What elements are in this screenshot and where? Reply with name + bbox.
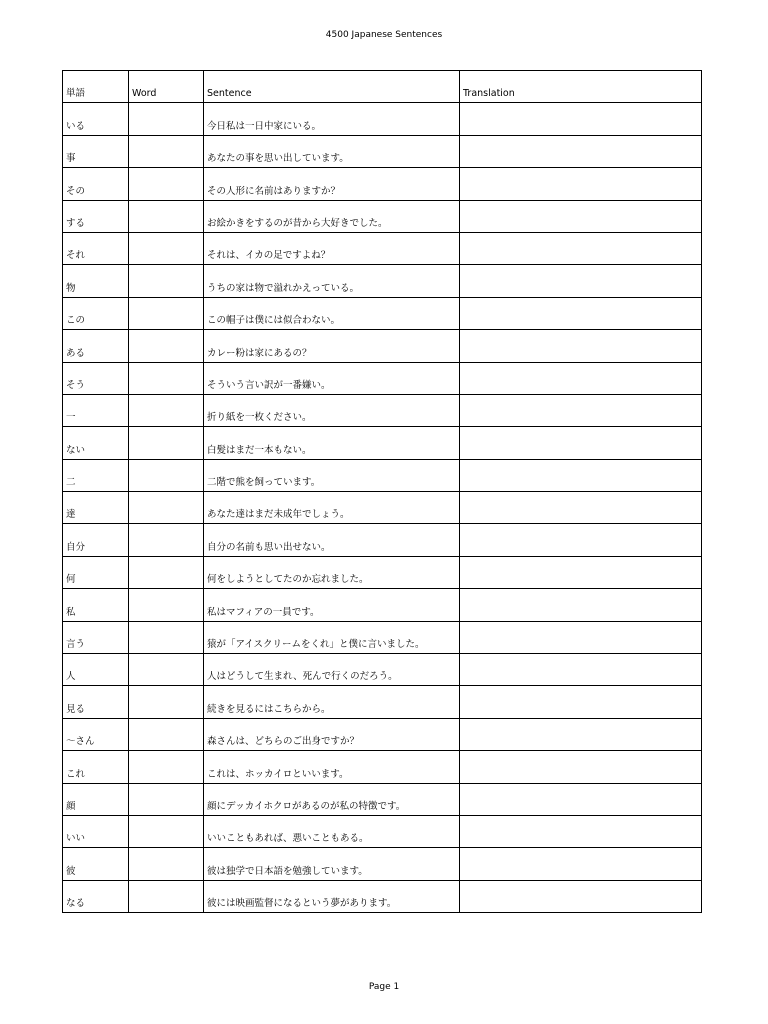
table-row — [63, 232, 702, 264]
column-header-tango: 単語 — [63, 71, 129, 103]
cell-word — [129, 589, 204, 621]
cell-translation — [460, 265, 702, 297]
cell-sentence: その人形に名前はありますか？ — [204, 168, 460, 200]
cell-translation — [460, 362, 702, 394]
table-row — [63, 427, 702, 459]
cell-tango: ～さん — [63, 718, 129, 750]
cell-word — [129, 815, 204, 847]
table-row — [63, 394, 702, 426]
cell-tango: 物 — [63, 265, 129, 297]
cell-tango: この — [63, 297, 129, 329]
cell-tango: これ — [63, 751, 129, 783]
cell-word — [129, 168, 204, 200]
cell-word — [129, 103, 204, 135]
cell-tango: 自分 — [63, 524, 129, 556]
cell-translation — [460, 654, 702, 686]
cell-translation — [460, 459, 702, 491]
cell-tango: 私 — [63, 589, 129, 621]
cell-translation — [460, 556, 702, 588]
cell-word — [129, 394, 204, 426]
cell-sentence: 彼は独学で日本語を勉強しています。 — [204, 848, 460, 880]
cell-sentence: お絵かきをするのが昔から大好きでした。 — [204, 200, 460, 232]
cell-sentence: あなたの事を思い出しています。 — [204, 135, 460, 167]
cell-sentence: 二階で熊を飼っています。 — [204, 459, 460, 491]
cell-word — [129, 718, 204, 750]
table-row — [63, 686, 702, 718]
cell-sentence: カレー粉は家にあるの？ — [204, 330, 460, 362]
cell-word — [129, 783, 204, 815]
cell-translation — [460, 492, 702, 524]
cell-word — [129, 621, 204, 653]
table-row — [63, 330, 702, 362]
cell-word — [129, 427, 204, 459]
cell-translation — [460, 815, 702, 847]
cell-tango: そう — [63, 362, 129, 394]
cell-translation — [460, 232, 702, 264]
table-row — [63, 362, 702, 394]
cell-word — [129, 362, 204, 394]
cell-translation — [460, 621, 702, 653]
cell-tango: その — [63, 168, 129, 200]
cell-translation — [460, 783, 702, 815]
cell-tango: 彼 — [63, 848, 129, 880]
cell-tango: いる — [63, 103, 129, 135]
cell-translation — [460, 330, 702, 362]
table-row — [63, 200, 702, 232]
cell-tango: する — [63, 200, 129, 232]
table-row — [63, 654, 702, 686]
cell-sentence: あなた達はまだ未成年でしょう。 — [204, 492, 460, 524]
cell-word — [129, 880, 204, 912]
cell-word — [129, 556, 204, 588]
cell-word — [129, 524, 204, 556]
cell-word — [129, 654, 204, 686]
cell-sentence: それは、イカの足ですよね？ — [204, 232, 460, 264]
cell-word — [129, 492, 204, 524]
cell-tango: 二 — [63, 459, 129, 491]
table-row — [63, 556, 702, 588]
table-row — [63, 621, 702, 653]
cell-sentence: 何をしようとしてたのか忘れました。 — [204, 556, 460, 588]
cell-sentence: 人はどうして生まれ、死んで行くのだろう。 — [204, 654, 460, 686]
table-row — [63, 589, 702, 621]
cell-translation — [460, 394, 702, 426]
cell-tango: 見る — [63, 686, 129, 718]
cell-translation — [460, 718, 702, 750]
cell-sentence: これは、ホッカイロといいます。 — [204, 751, 460, 783]
cell-translation — [460, 297, 702, 329]
cell-sentence: 顔にデッカイホクロがあるのが私の特徴です。 — [204, 783, 460, 815]
table-row — [63, 297, 702, 329]
table-row — [63, 718, 702, 750]
cell-tango: ある — [63, 330, 129, 362]
cell-tango: 顔 — [63, 783, 129, 815]
cell-word — [129, 135, 204, 167]
cell-translation — [460, 880, 702, 912]
cell-sentence: 折り紙を一枚ください。 — [204, 394, 460, 426]
cell-tango: 事 — [63, 135, 129, 167]
cell-translation — [460, 589, 702, 621]
cell-sentence: 続きを見るにはこちらから。 — [204, 686, 460, 718]
cell-tango: 達 — [63, 492, 129, 524]
cell-word — [129, 686, 204, 718]
cell-sentence: 彼には映画監督になるという夢があります。 — [204, 880, 460, 912]
cell-sentence: 自分の名前も思い出せない。 — [204, 524, 460, 556]
table-row — [63, 524, 702, 556]
cell-tango: ない — [63, 427, 129, 459]
column-header-word: Word — [129, 71, 204, 103]
cell-translation — [460, 200, 702, 232]
cell-word — [129, 330, 204, 362]
column-header-translation: Translation — [460, 71, 702, 103]
table-row — [63, 880, 702, 912]
table-row — [63, 168, 702, 200]
cell-tango: 言う — [63, 621, 129, 653]
cell-word — [129, 459, 204, 491]
cell-word — [129, 297, 204, 329]
cell-word — [129, 265, 204, 297]
page-number: Page 1 — [368, 982, 400, 992]
cell-tango: いい — [63, 815, 129, 847]
cell-sentence: この帽子は僕には似合わない。 — [204, 297, 460, 329]
vocabulary-table — [62, 70, 702, 913]
cell-tango: それ — [63, 232, 129, 264]
table-row — [63, 815, 702, 847]
cell-sentence: そういう言い訳が一番嫌い。 — [204, 362, 460, 394]
cell-tango: なる — [63, 880, 129, 912]
cell-sentence: うちの家は物で溢れかえっている。 — [204, 265, 460, 297]
cell-translation — [460, 168, 702, 200]
table-row — [63, 751, 702, 783]
cell-word — [129, 848, 204, 880]
page-title: 4500 Japanese Sentences — [325, 30, 443, 40]
cell-tango: 人 — [63, 654, 129, 686]
cell-tango: 何 — [63, 556, 129, 588]
table-row — [63, 848, 702, 880]
cell-sentence: 白髪はまだ一本もない。 — [204, 427, 460, 459]
cell-translation — [460, 103, 702, 135]
table-row — [63, 492, 702, 524]
table-header-row — [63, 71, 702, 103]
cell-word — [129, 232, 204, 264]
cell-word — [129, 751, 204, 783]
cell-sentence: 私はマフィアの一員です。 — [204, 589, 460, 621]
table-row — [63, 459, 702, 491]
cell-translation — [460, 751, 702, 783]
cell-sentence: 今日私は一日中家にいる。 — [204, 103, 460, 135]
cell-translation — [460, 427, 702, 459]
table-row — [63, 783, 702, 815]
cell-sentence: 森さんは、どちらのご出身ですか？ — [204, 718, 460, 750]
cell-translation — [460, 135, 702, 167]
cell-sentence: いいこともあれば、悪いこともある。 — [204, 815, 460, 847]
cell-translation — [460, 848, 702, 880]
table-row — [63, 265, 702, 297]
column-header-sentence: Sentence — [204, 71, 460, 103]
cell-sentence: 猿が「アイスクリームをくれ」と僕に言いました。 — [204, 621, 460, 653]
cell-translation — [460, 524, 702, 556]
cell-word — [129, 200, 204, 232]
cell-tango: 一 — [63, 394, 129, 426]
table-row — [63, 103, 702, 135]
cell-translation — [460, 686, 702, 718]
table-row — [63, 135, 702, 167]
